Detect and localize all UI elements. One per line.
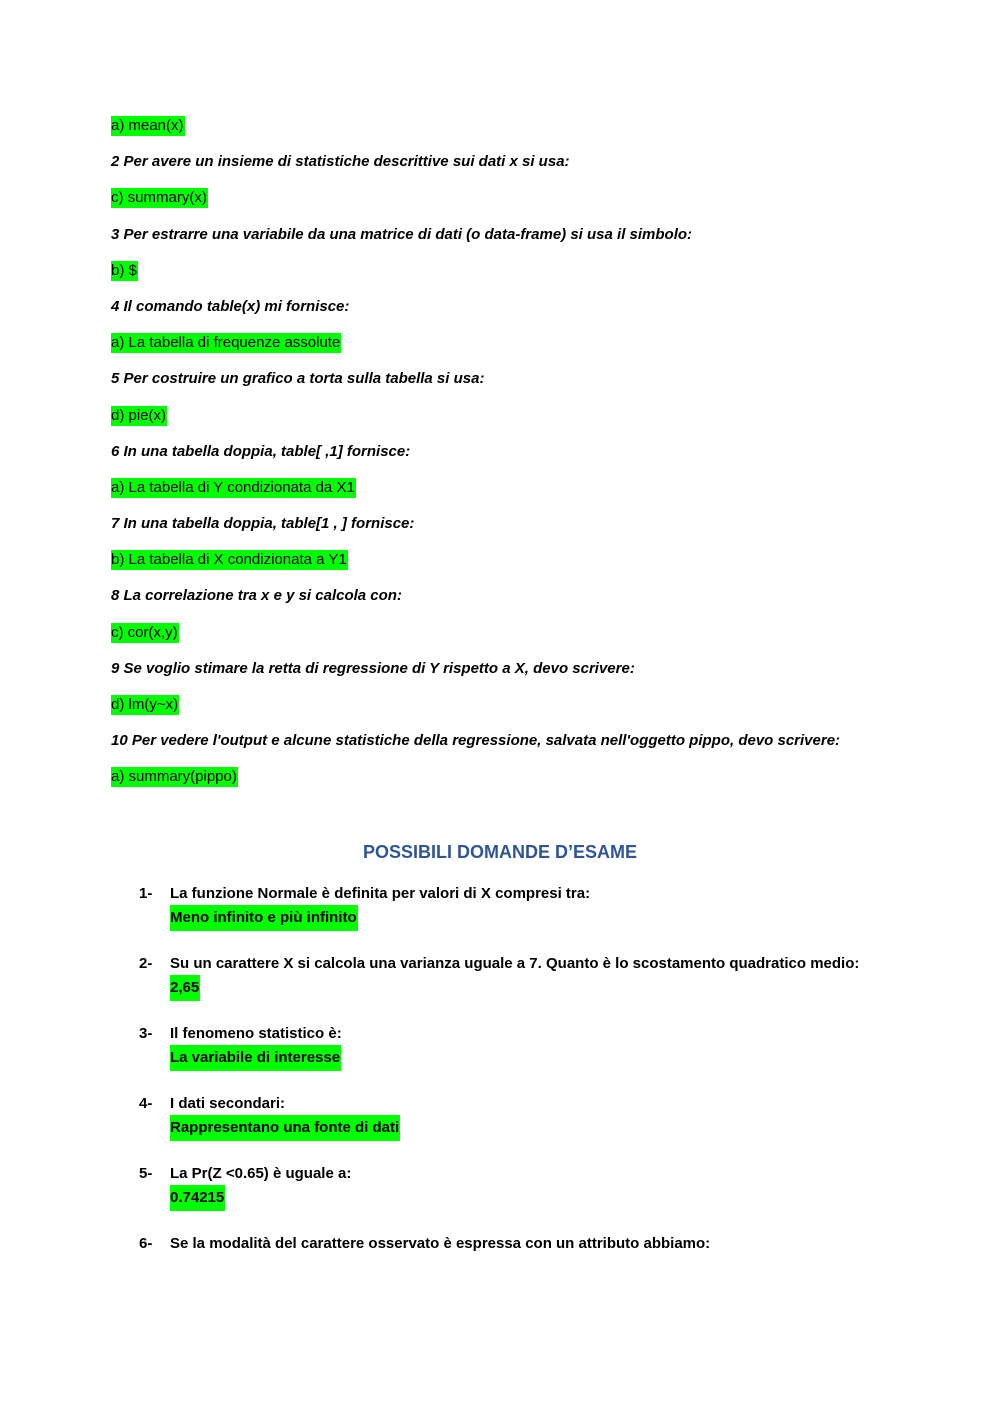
exam-answer: 0.74215: [170, 1185, 225, 1211]
exam-question: Il fenomeno statistico è:: [170, 1025, 342, 1042]
answer-line: [111, 186, 911, 222]
question-line: 7 In una tabella doppia, table[1 , ] fornisce:: [111, 515, 415, 533]
answer-line: [111, 114, 911, 150]
highlighted-answer: b) $: [111, 261, 137, 279]
exam-question: Se la modalità del carattere osservato è espressa con un attributo abbiamo:: [170, 1235, 711, 1252]
exam-question: La funzione Normale è definita per valori di X compresi tra:: [170, 885, 591, 902]
exam-number: 3-: [139, 1025, 153, 1042]
quiz-block: [111, 114, 911, 802]
question-line: 6 In una tabella doppia, table[ ,1] fornisce:: [111, 442, 411, 460]
exam-item: [139, 1092, 939, 1162]
exam-answer: Rappresentano una fonte di dati: [170, 1115, 400, 1141]
exam-answer: La variabile di interesse: [170, 1045, 341, 1071]
exam-number: 1-: [139, 885, 153, 902]
exam-number: 6-: [139, 1235, 153, 1252]
answer-line: [111, 404, 911, 440]
question-line: 4 Il comando table(x) mi fornisce:: [111, 297, 350, 315]
question-line: 5 Per costruire un grafico a torta sulla tabella si usa:: [111, 370, 485, 388]
highlighted-answer: c) cor(x,y): [111, 623, 178, 641]
highlighted-answer: a) La tabella di frequenze assolute: [111, 334, 341, 352]
exam-question: Su un carattere X si calcola una varianza uguale a 7. Quanto è lo scostamento quadratico medio:: [170, 955, 860, 972]
question-line: 3 Per estrarre una variabile da una matrice di dati (o data-frame) si usa il simbolo:: [111, 225, 693, 243]
highlighted-answer: d) pie(x): [111, 406, 167, 424]
exam-number: 5-: [139, 1165, 153, 1182]
highlighted-answer: a) summary(pippo): [111, 768, 237, 786]
question-line: 8 La correlazione tra x e y si calcola con:: [111, 587, 402, 605]
exam-item: [139, 952, 939, 1022]
exam-item: [139, 882, 939, 952]
exam-number: 4-: [139, 1095, 153, 1112]
highlighted-answer: d) lm(y~x): [111, 696, 179, 713]
answer-line: [111, 621, 911, 657]
answer-line: [111, 259, 911, 295]
exam-question: I dati secondari:: [170, 1095, 286, 1112]
highlighted-answer: c) summary(x): [111, 189, 207, 207]
question-line: 10 Per vedere l'output e alcune statistiche della regressione, salvata nell'oggetto pippo, devo scrivere:: [111, 732, 841, 750]
section-heading: POSSIBILI DOMANDE D’ESAME: [362, 842, 638, 862]
answer-line: [111, 765, 911, 801]
highlighted-answer: b) La tabella di X condizionata a Y1: [111, 551, 347, 569]
question-line: 9 Se voglio stimare la retta di regressione di Y rispetto a X, devo scrivere:: [111, 659, 635, 677]
answer-line: [111, 693, 911, 729]
highlighted-answer: a) mean(x): [111, 117, 184, 134]
answer-line: [111, 331, 911, 367]
exam-question: La Pr(Z <0.65) è uguale a:: [170, 1165, 352, 1182]
exam-answer: Meno infinito e più infinito: [170, 905, 358, 931]
question-line: 2 Per avere un insieme di statistiche descrittive sui dati x si usa:: [111, 153, 570, 171]
highlighted-answer: a) La tabella di Y condizionata da X1: [111, 478, 355, 496]
answer-line: [111, 476, 911, 512]
exam-item: [139, 1022, 939, 1092]
exam-question-list: [139, 882, 939, 1302]
exam-item: [139, 1232, 939, 1302]
answer-line: [111, 548, 911, 584]
exam-number: 2-: [139, 955, 153, 972]
exam-answer: 2,65: [170, 975, 200, 1001]
exam-item: [139, 1162, 939, 1232]
